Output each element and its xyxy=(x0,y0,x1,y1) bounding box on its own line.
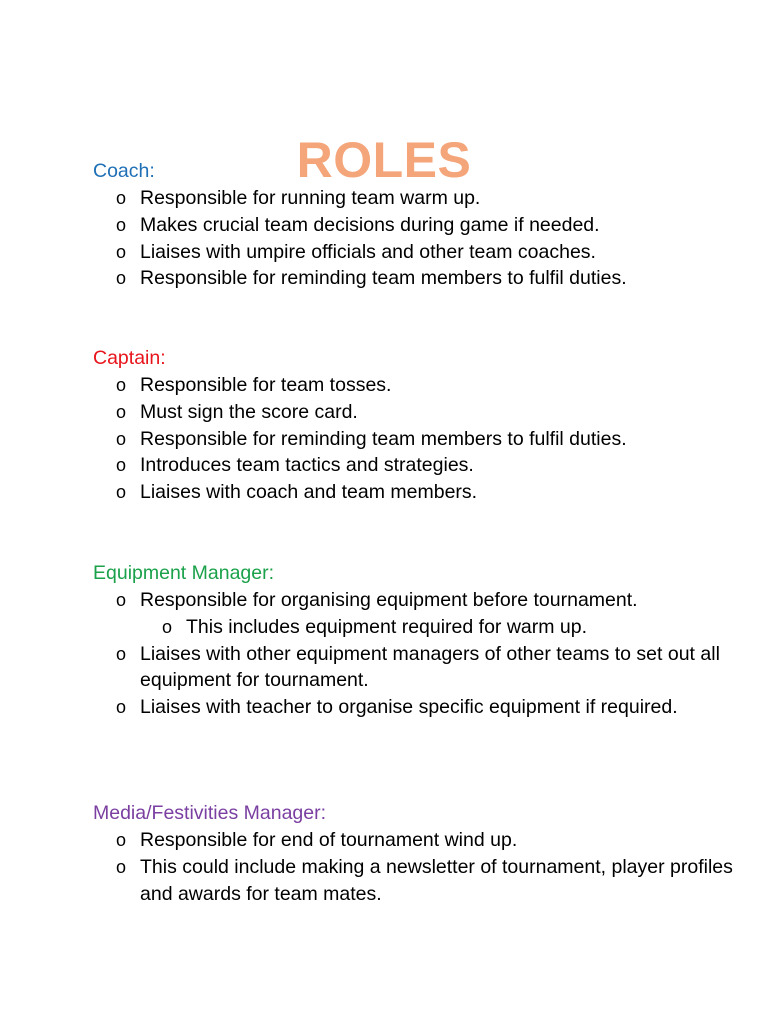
equipment-manager-duties-list xyxy=(93,587,733,721)
list-item xyxy=(93,452,733,479)
list-item-text: Responsible for end of tournament wind up. xyxy=(140,829,518,851)
list-item xyxy=(93,399,733,426)
list-item-text: Liaises with coach and team members. xyxy=(140,481,478,504)
hollow-bullet-icon: o xyxy=(116,830,127,850)
list-item xyxy=(93,372,733,399)
hollow-bullet-icon: o xyxy=(116,643,127,664)
hollow-bullet-icon: o xyxy=(116,697,127,718)
list-item-text: Responsible for team tosses. xyxy=(140,374,392,396)
hollow-bullet-icon: o xyxy=(116,401,127,422)
list-item-text: Responsible for organising equipment before tournament. xyxy=(140,589,638,611)
hollow-bullet-icon: o xyxy=(162,616,173,637)
hollow-bullet-icon: o xyxy=(116,268,127,289)
media-manager-duties-list xyxy=(93,827,733,907)
hollow-bullet-icon: o xyxy=(116,428,127,449)
section-captain xyxy=(93,345,733,506)
list-item xyxy=(93,426,733,453)
list-item-text: This could include making a newsletter of tournament, player profiles and awards for team mates. xyxy=(140,855,733,905)
hollow-bullet-icon: o xyxy=(116,375,127,395)
hollow-bullet-icon: o xyxy=(116,482,127,503)
list-item-text: Must sign the score card. xyxy=(140,400,358,423)
sub-list-item xyxy=(93,614,733,641)
list-item xyxy=(93,854,733,908)
list-item xyxy=(93,265,733,292)
list-item-text: Liaises with teacher to organise specific equipment if required. xyxy=(140,696,678,719)
list-item-text: This includes equipment required for warm up. xyxy=(186,615,588,638)
list-item-text: Responsible for running team warm up. xyxy=(140,187,481,209)
hollow-bullet-icon: o xyxy=(116,214,127,235)
section-heading-equipment-manager: Equipment Manager: xyxy=(93,562,275,584)
list-item-text: Makes crucial team decisions during game if needed. xyxy=(140,213,600,236)
hollow-bullet-icon: o xyxy=(116,241,127,262)
list-item xyxy=(93,479,733,506)
list-item xyxy=(93,641,733,695)
section-coach xyxy=(93,158,733,292)
captain-duties-list xyxy=(93,372,733,506)
hollow-bullet-icon: o xyxy=(116,455,127,476)
list-item-text: Liaises with umpire officials and other team coaches. xyxy=(140,240,596,263)
list-item xyxy=(93,827,733,854)
hollow-bullet-icon: o xyxy=(116,590,127,610)
list-item xyxy=(93,212,733,239)
list-item xyxy=(93,239,733,266)
list-item xyxy=(93,185,733,212)
list-item xyxy=(93,694,733,721)
hollow-bullet-icon: o xyxy=(116,188,127,208)
list-item-text: Responsible for reminding team members to fulfil duties. xyxy=(140,267,627,290)
list-item xyxy=(93,587,733,614)
section-heading-media-festivities-manager: Media/Festivities Manager: xyxy=(93,802,327,824)
section-heading-captain: Captain: xyxy=(93,347,166,369)
hollow-bullet-icon: o xyxy=(116,856,127,877)
list-item-text: Introduces team tactics and strategies. xyxy=(140,454,474,477)
coach-duties-list xyxy=(93,185,733,292)
page-title: ROLES xyxy=(296,131,472,188)
list-item-text: Liaises with other equipment managers of other teams to set out all equipment for tournament. xyxy=(140,642,720,692)
list-item-text: Responsible for reminding team members to fulfil duties. xyxy=(140,427,627,450)
section-media-festivities-manager xyxy=(93,800,733,907)
section-equipment-manager xyxy=(93,560,733,721)
section-heading-coach: Coach: xyxy=(93,160,155,182)
